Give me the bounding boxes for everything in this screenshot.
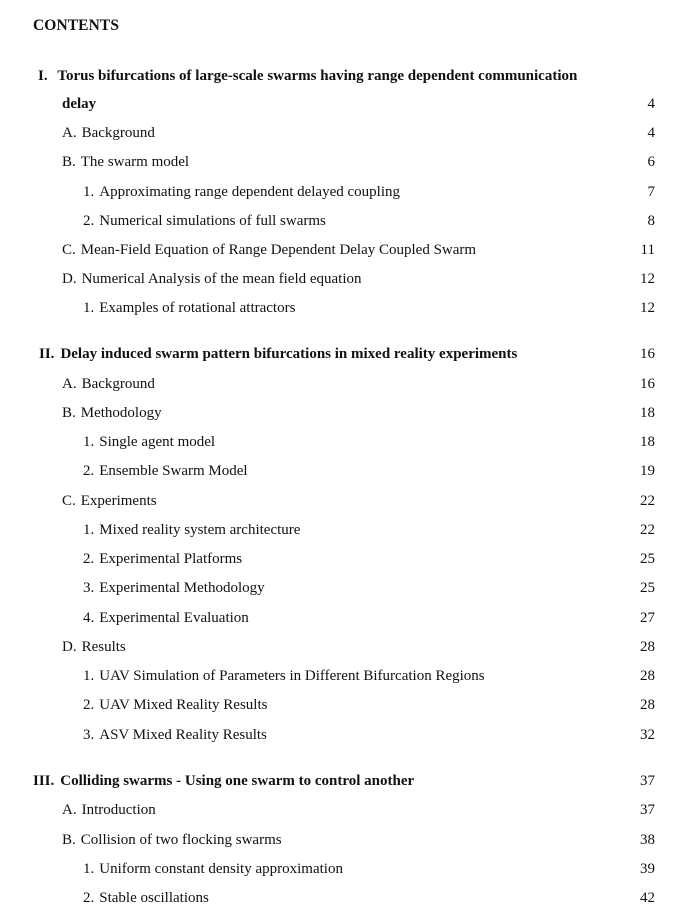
chapter-number: II. xyxy=(39,346,55,362)
toc-chapter-3[interactable] xyxy=(0,770,683,792)
subsection-title: Ensemble Swarm Model xyxy=(99,463,248,479)
subsection-title: Numerical simulations of full swarms xyxy=(99,213,326,229)
chapter-title: Colliding swarms - Using one swarm to control another xyxy=(60,773,415,789)
section-title: Methodology xyxy=(80,405,162,421)
page-number: 6 xyxy=(647,154,655,170)
page-number: 16 xyxy=(640,376,655,392)
subsection-number: 3. xyxy=(83,727,95,743)
toc-subsection[interactable] xyxy=(0,431,683,453)
contents-heading: CONTENTS xyxy=(33,17,120,34)
subsection-number: 4. xyxy=(83,610,95,626)
page-number: 4 xyxy=(647,125,655,141)
page-number: 16 xyxy=(640,346,655,362)
toc-section[interactable] xyxy=(0,402,683,424)
page-number: 11 xyxy=(640,242,655,258)
toc-subsection[interactable] xyxy=(0,577,683,599)
page-number: 12 xyxy=(640,300,655,316)
page-number: 18 xyxy=(640,405,655,421)
subsection-title: Experimental Platforms xyxy=(99,551,243,567)
page-number: 25 xyxy=(640,580,655,596)
toc-subsection[interactable] xyxy=(0,519,683,541)
page-number: 19 xyxy=(640,463,655,479)
subsection-title: Examples of rotational attractors xyxy=(99,300,296,316)
page-number: 39 xyxy=(640,861,655,877)
section-title: Mean-Field Equation of Range Dependent Delay Coupled Swarm xyxy=(80,242,477,258)
subsection-title: ASV Mixed Reality Results xyxy=(99,727,267,743)
toc-section[interactable] xyxy=(0,151,683,173)
page-number: 28 xyxy=(640,668,655,684)
subsection-title: Stable oscillations xyxy=(99,890,209,906)
page-number: 37 xyxy=(640,802,655,818)
page-number: 38 xyxy=(640,832,655,848)
toc-section[interactable] xyxy=(0,799,683,821)
page-number: 27 xyxy=(640,610,655,626)
page-number: 28 xyxy=(640,639,655,655)
toc-subsection[interactable] xyxy=(0,607,683,629)
page-number: 25 xyxy=(640,551,655,567)
subsection-title: Experimental Methodology xyxy=(99,580,265,596)
subsection-title: Experimental Evaluation xyxy=(99,610,249,626)
section-title: Numerical Analysis of the mean field equation xyxy=(81,271,362,287)
section-number: D. xyxy=(62,271,77,287)
toc-subsection[interactable] xyxy=(0,548,683,570)
section-number: A. xyxy=(62,125,77,141)
subsection-title: Approximating range dependent delayed coupling xyxy=(99,184,400,200)
toc-subsection[interactable] xyxy=(0,724,683,746)
page-number: 28 xyxy=(640,697,655,713)
toc-section[interactable] xyxy=(0,268,683,290)
subsection-title: Mixed reality system architecture xyxy=(99,522,301,538)
section-number: C. xyxy=(62,493,76,509)
chapter-number: I. xyxy=(38,68,48,84)
toc-section[interactable] xyxy=(0,239,683,261)
toc-chapter-1-cont[interactable] xyxy=(0,93,683,115)
section-title: Collision of two flocking swarms xyxy=(80,832,282,848)
section-title: Experiments xyxy=(80,493,157,509)
subsection-number: 2. xyxy=(83,463,95,479)
subsection-number: 2. xyxy=(83,697,95,713)
toc-section[interactable] xyxy=(0,829,683,851)
toc-section[interactable] xyxy=(0,373,683,395)
subsection-title: UAV Mixed Reality Results xyxy=(99,697,268,713)
page-number: 37 xyxy=(640,773,655,789)
toc-subsection[interactable] xyxy=(0,694,683,716)
subsection-number: 1. xyxy=(83,300,95,316)
page-number: 8 xyxy=(647,213,655,229)
section-number: A. xyxy=(62,376,77,392)
subsection-number: 1. xyxy=(83,184,95,200)
section-number: A. xyxy=(62,802,77,818)
section-number: B. xyxy=(62,405,76,421)
section-title: Introduction xyxy=(81,802,156,818)
page-number: 22 xyxy=(640,522,655,538)
toc-subsection[interactable] xyxy=(0,887,683,909)
subsection-title: Single agent model xyxy=(99,434,216,450)
subsection-number: 1. xyxy=(83,434,95,450)
chapter-title: Delay induced swarm pattern bifurcations in mixed reality experiments xyxy=(60,346,518,362)
section-number: D. xyxy=(62,639,77,655)
toc-subsection[interactable] xyxy=(0,181,683,203)
subsection-number: 3. xyxy=(83,580,95,596)
chapter-number: III. xyxy=(33,773,55,789)
toc-section[interactable] xyxy=(0,490,683,512)
toc-subsection[interactable] xyxy=(0,210,683,232)
section-title: The swarm model xyxy=(80,154,190,170)
page-number: 12 xyxy=(640,271,655,287)
subsection-title: UAV Simulation of Parameters in Different Bifurcation Regions xyxy=(99,668,485,684)
page-number: 4 xyxy=(647,96,655,112)
toc-subsection[interactable] xyxy=(0,665,683,687)
page-number: 22 xyxy=(640,493,655,509)
toc-section[interactable] xyxy=(0,122,683,144)
toc-subsection[interactable] xyxy=(0,858,683,880)
toc-chapter-1[interactable] xyxy=(0,65,683,87)
page-number: 32 xyxy=(640,727,655,743)
section-number: C. xyxy=(62,242,76,258)
page-number: 7 xyxy=(647,184,655,200)
subsection-number: 1. xyxy=(83,522,95,538)
toc-section[interactable] xyxy=(0,636,683,658)
section-title: Background xyxy=(81,125,155,141)
subsection-number: 2. xyxy=(83,551,95,567)
subsection-number: 1. xyxy=(83,668,95,684)
section-number: B. xyxy=(62,154,76,170)
toc-subsection[interactable] xyxy=(0,460,683,482)
page-number: 42 xyxy=(640,890,655,906)
section-number: B. xyxy=(62,832,76,848)
section-title: Results xyxy=(81,639,126,655)
page-number: 18 xyxy=(640,434,655,450)
chapter-title: Torus bifurcations of large-scale swarms having range dependent communication xyxy=(57,68,578,84)
section-title: Background xyxy=(81,376,155,392)
subsection-number: 2. xyxy=(83,890,95,906)
toc-subsection[interactable] xyxy=(0,297,683,319)
subsection-number: 2. xyxy=(83,213,95,229)
subsection-title: Uniform constant density approximation xyxy=(99,861,343,877)
chapter-title-cont: delay xyxy=(62,96,97,112)
toc-chapter-2[interactable] xyxy=(0,343,683,365)
subsection-number: 1. xyxy=(83,861,95,877)
